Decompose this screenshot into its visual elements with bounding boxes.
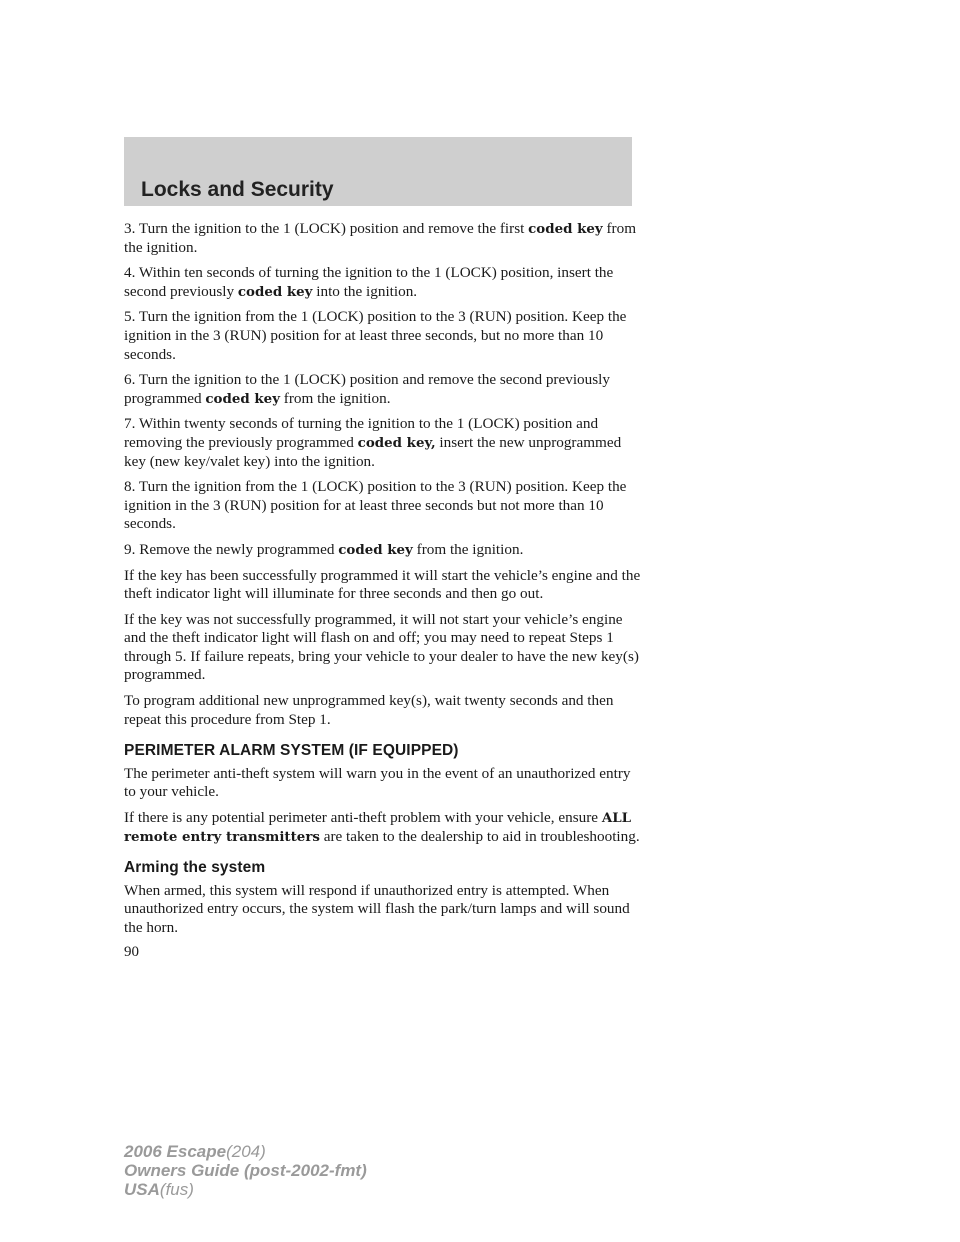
footer-market: USA (124, 1180, 160, 1199)
perimeter-intro: The perimeter anti-theft system will warn you in the event of an unauthorized entry to your vehicle. (124, 764, 631, 801)
section-title: Locks and Security (141, 178, 334, 201)
step-3-text-end: from the ignition. (124, 220, 637, 256)
additional-keys-paragraph: To program additional new unprogrammed key(s), wait twenty seconds and then repeat this procedure from Step 1. (124, 692, 614, 728)
document-footer (124, 1142, 367, 1199)
step-4-emphasis: coded key (237, 283, 313, 300)
step-6-text-end: from the ignition. (283, 389, 391, 407)
step-5: 5. Turn the ignition from the 1 (LOCK) position to the 3 (RUN) position. Keep the ignition in the 3 (RUN) position for at least three seconds, but no more than 10 seconds. (124, 308, 627, 363)
step-6-text: 6. Turn the ignition to the 1 (LOCK) position and remove the second previously programmed (124, 371, 610, 407)
step-7 (124, 415, 644, 471)
step-9 (124, 541, 644, 560)
perimeter-problem-text: If there is any potential perimeter anti-theft problem with your vehicle, ensure (124, 809, 599, 827)
step-4-text: 4. Within ten seconds of turning the ignition to the 1 (LOCK) position, insert the second previously (124, 264, 614, 300)
footer-line-2 (124, 1161, 367, 1180)
step-9-emphasis: coded key (338, 541, 413, 558)
footer-market-code: (fus) (159, 1180, 194, 1199)
step-9-text-end: from the ignition. (416, 540, 524, 558)
step-3-text: 3. Turn the ignition to the 1 (LOCK) position and remove the first (124, 220, 525, 237)
step-8: 8. Turn the ignition from the 1 (LOCK) position to the 3 (RUN) position. Keep the ignition in the 3 (RUN) position for at least three seconds but not more than 10 seconds. (124, 478, 627, 533)
perimeter-problem-emphasis: ALL remote entry transmitters (124, 810, 632, 845)
arming-heading: Arming the system (124, 859, 266, 877)
page-number: 90 (124, 944, 139, 960)
step-7-emphasis: coded key, (357, 434, 436, 451)
step-6-emphasis: coded key (205, 390, 280, 407)
footer-model-code: (204) (226, 1142, 266, 1161)
perimeter-alarm-heading: PERIMETER ALARM SYSTEM (IF EQUIPPED) (124, 742, 459, 760)
perimeter-problem (124, 809, 644, 846)
page-content (124, 220, 644, 945)
success-paragraph: If the key has been successfully programmed it will start the vehicle’s engine and the theft indicator light will illuminate for three seconds and then go out. (124, 566, 641, 603)
footer-guide: Owners Guide (post-2002-fmt) (124, 1161, 367, 1180)
arming-text: When armed, this system will respond if unauthorized entry is attempted. When unauthorized entry occurs, the system will flash the park/turn lamps and will sound the horn. (124, 881, 630, 936)
step-7-text: 7. Within twenty seconds of turning the ignition to the 1 (LOCK) position and removing the previously programmed (124, 415, 599, 451)
footer-model: 2006 Escape (124, 1142, 227, 1161)
perimeter-problem-text-end: are taken to the dealership to aid in troubleshooting. (323, 827, 640, 845)
step-4 (124, 264, 644, 301)
step-6 (124, 371, 644, 408)
failure-paragraph: If the key was not successfully programmed, it will not start your vehicle’s engine and the theft indicator light will flash on and off; you may need to repeat Steps 1 through 5. If failure repeats, bring your vehicle to your dealer to have the new key(s) programmed. (124, 610, 639, 684)
footer-line-3 (124, 1180, 367, 1199)
step-4-text-end: into the ignition. (316, 282, 418, 300)
step-3 (124, 220, 644, 257)
step-9-text: 9. Remove the newly programmed (124, 540, 335, 558)
step-7-text-end: insert the new unprogrammed key (new key/valet key) into the ignition. (124, 433, 622, 470)
step-3-emphasis: coded key (528, 221, 603, 237)
footer-line-1 (124, 1142, 367, 1161)
